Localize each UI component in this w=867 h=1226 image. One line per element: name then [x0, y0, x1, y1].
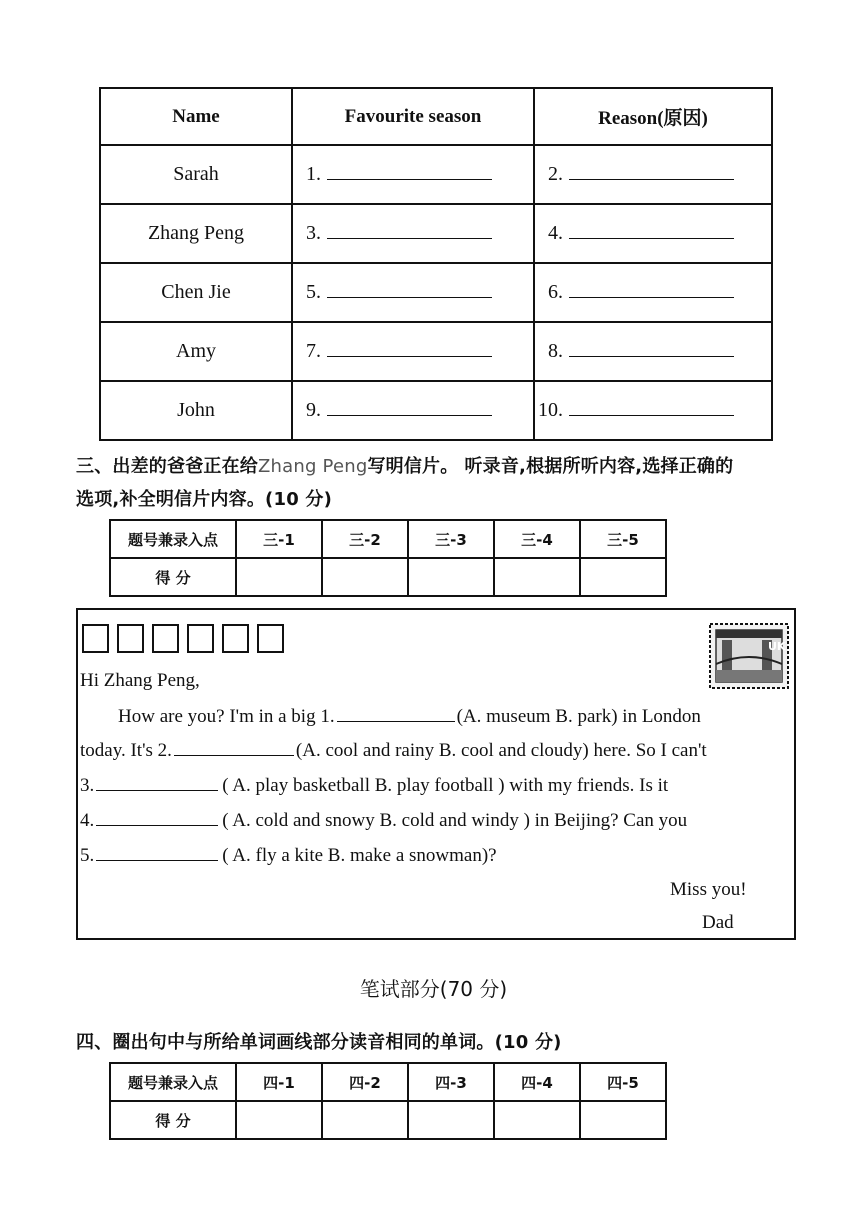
table-row [100, 263, 772, 322]
answer-cell[interactable] [534, 204, 772, 263]
section3-name: Zhang Peng [258, 456, 368, 477]
postcard-closing: Miss you! [670, 879, 747, 900]
section3-mid: 写明信片。 [367, 456, 459, 477]
score-table-label: 题号兼录入点 [110, 1063, 236, 1101]
answer-cell[interactable] [534, 381, 772, 440]
score-cell[interactable] [408, 558, 494, 596]
section3-title-line1 [76, 452, 733, 478]
score-cell[interactable] [580, 558, 666, 596]
question-number: 6. [548, 281, 563, 303]
zip-code-box[interactable] [257, 624, 284, 653]
answer-blank[interactable] [569, 165, 734, 180]
header-favourite-season: Favourite season [292, 88, 534, 145]
answer-blank[interactable] [327, 342, 492, 357]
table-header-row [100, 88, 772, 145]
student-name: John [100, 381, 292, 440]
zip-code-box[interactable] [152, 624, 179, 653]
score-cell[interactable] [494, 1101, 580, 1139]
score-cell[interactable] [236, 1101, 322, 1139]
answer-blank-3[interactable] [96, 776, 218, 791]
section4-title: 四、圈出句中与所给单词画线部分读音相同的单词。(10 分) [76, 1032, 562, 1053]
answer-blank-1[interactable] [337, 707, 455, 722]
postcard-line-3 [80, 775, 668, 797]
line2-text: today. It's 2. [80, 740, 172, 761]
uk-stamp-icon [708, 620, 790, 692]
line1-options: (A. museum B. park) in London [456, 706, 701, 727]
question-number: 7. [306, 340, 321, 362]
score-cell[interactable] [408, 1101, 494, 1139]
student-name: Sarah [100, 145, 292, 204]
score-col-header: 三-5 [580, 520, 666, 558]
postcard-line-2 [80, 740, 707, 762]
score-col-header: 三-4 [494, 520, 580, 558]
zip-code-box[interactable] [222, 624, 249, 653]
question-number: 10. [538, 399, 563, 421]
score-col-header: 三-3 [408, 520, 494, 558]
line1-text: How are you? I'm in a big 1. [118, 706, 335, 727]
zip-code-box[interactable] [117, 624, 144, 653]
section3-score-table [109, 519, 667, 597]
score-cell[interactable] [322, 558, 408, 596]
score-label: 得 分 [110, 1101, 236, 1139]
answer-blank[interactable] [327, 224, 492, 239]
line4-options: ( A. cold and snowy B. cold and windy ) in Beijing? Can you [222, 810, 688, 831]
table-row [100, 145, 772, 204]
header-reason: Reason(原因) [534, 88, 772, 145]
postcard [76, 608, 796, 940]
score-table-label: 题号兼录入点 [110, 520, 236, 558]
table-row [100, 381, 772, 440]
question-number: 2. [548, 163, 563, 185]
score-cell[interactable] [322, 1101, 408, 1139]
table-row [100, 322, 772, 381]
student-name: Amy [100, 322, 292, 381]
score-cell[interactable] [236, 558, 322, 596]
answer-cell[interactable] [292, 145, 534, 204]
postcard-line-4 [80, 810, 687, 832]
score-col-header: 四-4 [494, 1063, 580, 1101]
line3-number: 3. [80, 775, 95, 796]
student-name: Zhang Peng [100, 204, 292, 263]
postcard-line-5 [80, 845, 497, 867]
answer-cell[interactable] [292, 322, 534, 381]
score-col-header: 三-1 [236, 520, 322, 558]
answer-cell[interactable] [292, 204, 534, 263]
answer-cell[interactable] [534, 263, 772, 322]
answer-cell[interactable] [534, 145, 772, 204]
postcard-signature: Dad [702, 912, 734, 933]
answer-cell[interactable] [292, 381, 534, 440]
line5-options: ( A. fly a kite B. make a snowman)? [222, 845, 497, 866]
section3-title-line2: 选项,补全明信片内容。(10 分) [76, 489, 333, 510]
table-row [100, 204, 772, 263]
answer-blank[interactable] [327, 401, 492, 416]
score-cell[interactable] [494, 558, 580, 596]
question-number: 3. [306, 222, 321, 244]
zip-code-box[interactable] [82, 624, 109, 653]
answer-blank[interactable] [327, 165, 492, 180]
postcard-greeting: Hi Zhang Peng, [80, 670, 200, 691]
answer-cell[interactable] [292, 263, 534, 322]
answer-blank-2[interactable] [174, 741, 294, 756]
zip-code-box[interactable] [187, 624, 214, 653]
line2-options: (A. cool and rainy B. cool and cloudy) here. So I can't [295, 740, 707, 761]
score-col-header: 四-5 [580, 1063, 666, 1101]
score-col-header: 四-3 [408, 1063, 494, 1101]
section4-score-table [109, 1062, 667, 1140]
question-number: 4. [548, 222, 563, 244]
question-number: 9. [306, 399, 321, 421]
answer-blank[interactable] [569, 342, 734, 357]
score-label: 得 分 [110, 558, 236, 596]
question-number: 1. [306, 163, 321, 185]
season-table [99, 87, 773, 441]
line3-options: ( A. play basketball B. play football ) with my friends. Is it [222, 775, 669, 796]
score-col-header: 四-1 [236, 1063, 322, 1101]
line5-number: 5. [80, 845, 95, 866]
score-cell[interactable] [580, 1101, 666, 1139]
answer-cell[interactable] [534, 322, 772, 381]
answer-blank[interactable] [327, 283, 492, 298]
question-number: 8. [548, 340, 563, 362]
answer-blank[interactable] [569, 401, 734, 416]
score-col-header: 四-2 [322, 1063, 408, 1101]
answer-blank[interactable] [569, 283, 734, 298]
stamp-text: UK [768, 640, 786, 653]
answer-blank-4[interactable] [96, 811, 218, 826]
section3-suffix: 听录音,根据所听内容,选择正确的 [464, 456, 734, 477]
postcard-line-1 [118, 706, 701, 728]
header-name: Name [100, 88, 292, 145]
question-number: 5. [306, 281, 321, 303]
section3-prefix: 三、出差的爸爸正在给 [76, 456, 258, 477]
answer-blank-5[interactable] [96, 846, 218, 861]
score-col-header: 三-2 [322, 520, 408, 558]
written-part-title: 笔试部分(70 分) [359, 977, 508, 1001]
line4-number: 4. [80, 810, 95, 831]
answer-blank[interactable] [569, 224, 734, 239]
student-name: Chen Jie [100, 263, 292, 322]
